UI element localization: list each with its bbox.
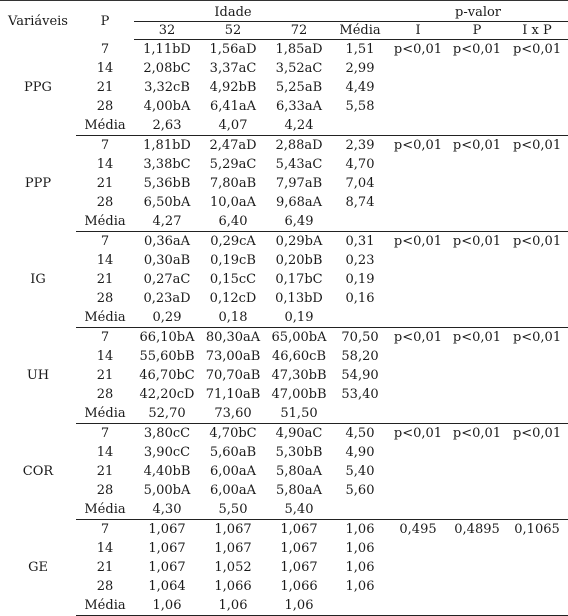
pv-i-cell	[388, 443, 448, 462]
period-cell: 28	[96, 483, 114, 498]
age-52-cell: 6,41aA	[209, 99, 257, 114]
variable-name: PPG	[24, 80, 52, 95]
pv-p-cell	[448, 539, 506, 558]
age-52-cell: 2,47aD	[209, 138, 257, 153]
pv-ixp-cell	[506, 193, 568, 212]
pv-i-cell	[388, 193, 448, 212]
pv-ixp-cell	[506, 462, 568, 481]
age-52-cell: 0,15cC	[209, 272, 257, 287]
media-age-32: 4,27	[134, 212, 200, 232]
age-52-cell: 4,70bC	[209, 426, 257, 441]
empty-cell	[388, 116, 448, 136]
pv-ixp-cell: p<0,01	[512, 138, 562, 153]
age-32-cell: 4,40bB	[143, 464, 191, 479]
age-52-cell: 71,10aB	[205, 387, 261, 402]
empty-cell	[332, 596, 388, 616]
age-32-cell: 66,10bA	[139, 330, 195, 345]
pv-p-cell	[448, 289, 506, 308]
period-cell: 28	[96, 387, 114, 402]
table-body	[0, 40, 568, 616]
media-cell: 4,70	[345, 157, 375, 172]
pv-i-cell: p<0,01	[393, 330, 443, 345]
pv-p-cell	[448, 174, 506, 193]
table-row	[0, 289, 568, 308]
pv-ixp-cell	[506, 251, 568, 270]
age-52-cell: 1,56aD	[209, 42, 257, 57]
age-52-cell: 0,29cA	[210, 234, 256, 249]
pv-p-cell	[448, 270, 506, 289]
table-row	[0, 539, 568, 558]
header-age-72: 72	[266, 22, 332, 40]
pv-p-cell: p<0,01	[452, 42, 502, 57]
header-blank	[332, 4, 388, 22]
pv-i-cell	[388, 558, 448, 577]
age-32-cell: 42,20cD	[139, 387, 195, 402]
pv-p-cell	[448, 366, 506, 385]
table-row	[0, 155, 568, 174]
pv-p-cell	[448, 193, 506, 212]
period-cell: 21	[96, 272, 114, 287]
pv-ixp-cell	[506, 385, 568, 404]
pv-p-cell	[448, 462, 506, 481]
media-age-32: 1,06	[134, 596, 200, 616]
media-cell: 5,40	[345, 464, 375, 479]
pv-i-cell	[388, 270, 448, 289]
variable-name: GE	[28, 560, 48, 575]
media-age-72: 51,50	[266, 404, 332, 424]
age-72-cell: 0,29bA	[275, 234, 323, 249]
age-72-cell: 1,067	[280, 522, 318, 537]
empty-cell	[506, 116, 568, 136]
period-cell: 14	[96, 61, 114, 76]
media-cell: 5,60	[345, 483, 375, 498]
age-52-cell: 5,29aC	[209, 157, 257, 172]
table-row	[0, 481, 568, 500]
empty-cell	[388, 596, 448, 616]
results-table	[0, 4, 568, 616]
table-row	[0, 558, 568, 577]
age-72-cell: 4,90aC	[275, 426, 323, 441]
pv-ixp-cell	[506, 347, 568, 366]
age-72-cell: 6,33aA	[275, 99, 323, 114]
media-cell: 1,06	[345, 522, 375, 537]
pv-ixp-cell	[506, 97, 568, 116]
table-row	[0, 59, 568, 78]
pv-i-cell	[388, 385, 448, 404]
age-32-cell: 5,36bB	[143, 176, 191, 191]
age-32-cell: 3,32cB	[144, 80, 190, 95]
age-32-cell: 6,50bA	[143, 195, 191, 210]
pv-p-cell	[448, 155, 506, 174]
age-32-cell: 3,38bC	[143, 157, 191, 172]
age-32-cell: 0,30aB	[143, 253, 191, 268]
pv-i-cell	[388, 289, 448, 308]
period-cell: 14	[96, 157, 114, 172]
media-age-32: 2,63	[134, 116, 200, 136]
empty-cell	[388, 404, 448, 424]
age-72-cell: 1,067	[280, 541, 318, 556]
media-cell: 0,31	[345, 234, 375, 249]
media-age-52: 6,40	[200, 212, 266, 232]
pv-p-cell	[448, 443, 506, 462]
pv-p-cell	[448, 577, 506, 596]
pv-ixp-cell	[506, 174, 568, 193]
pv-i-cell: 0,495	[399, 522, 437, 537]
empty-cell	[448, 308, 506, 328]
pv-p-cell: 0,4895	[454, 522, 500, 537]
table-row	[0, 424, 568, 444]
pv-ixp-cell: p<0,01	[512, 42, 562, 57]
media-row	[0, 404, 568, 424]
age-72-cell: 5,30bB	[275, 445, 323, 460]
age-52-cell: 3,37aC	[209, 61, 257, 76]
pv-i-cell: p<0,01	[393, 138, 443, 153]
media-cell: 4,50	[345, 426, 375, 441]
media-age-72: 1,06	[266, 596, 332, 616]
age-52-cell: 1,067	[214, 522, 252, 537]
pv-i-cell	[388, 174, 448, 193]
age-52-cell: 73,00aB	[205, 349, 261, 364]
table-row	[0, 193, 568, 212]
header-pvalor: p-valor	[455, 5, 502, 20]
age-32-cell: 4,00bA	[143, 99, 191, 114]
age-32-cell: 1,064	[148, 579, 186, 594]
table-row	[0, 174, 568, 193]
media-cell: 4,49	[345, 80, 375, 95]
period-cell: 28	[96, 579, 114, 594]
age-72-cell: 65,00bA	[271, 330, 327, 345]
header-pv-ixp: I x P	[506, 22, 568, 40]
age-32-cell: 1,11bD	[143, 42, 191, 57]
media-cell: 1,51	[345, 42, 375, 57]
age-52-cell: 0,19cB	[210, 253, 256, 268]
media-cell: 4,90	[345, 445, 375, 460]
empty-cell	[388, 308, 448, 328]
period-cell: 21	[96, 176, 114, 191]
pv-i-cell	[388, 366, 448, 385]
age-72-cell: 5,25aB	[275, 80, 323, 95]
table-row	[0, 136, 568, 156]
header-row-top	[0, 4, 568, 22]
media-age-32: 0,29	[134, 308, 200, 328]
age-32-cell: 3,80cC	[143, 426, 191, 441]
period-cell: 7	[100, 41, 110, 57]
table-row	[0, 270, 568, 289]
age-72-cell: 1,85aD	[275, 42, 323, 57]
age-32-cell: 1,81bD	[143, 138, 191, 153]
header-pv-p: P	[448, 22, 506, 40]
table-row	[0, 462, 568, 481]
age-32-cell: 55,60bB	[139, 349, 195, 364]
empty-cell	[448, 500, 506, 520]
age-32-cell: 0,27aC	[143, 272, 191, 287]
age-32-cell: 2,08bC	[143, 61, 191, 76]
period-cell: 7	[100, 426, 110, 441]
variable-name: PPP	[24, 176, 52, 191]
period-cell: 14	[96, 349, 114, 364]
table-row	[0, 251, 568, 270]
age-32-cell: 5,00bA	[143, 483, 191, 498]
age-32-cell: 1,067	[148, 560, 186, 575]
empty-cell	[506, 404, 568, 424]
age-52-cell: 70,70aB	[205, 368, 261, 383]
age-72-cell: 5,80aA	[275, 464, 323, 479]
pv-i-cell: p<0,01	[393, 42, 443, 57]
age-32-cell: 1,067	[148, 522, 186, 537]
pv-ixp-cell: 0,1065	[514, 522, 560, 537]
empty-cell	[448, 212, 506, 232]
pv-ixp-cell: p<0,01	[512, 426, 562, 441]
media-row	[0, 116, 568, 136]
age-72-cell: 1,067	[280, 560, 318, 575]
pv-p-cell	[448, 251, 506, 270]
pv-ixp-cell	[506, 59, 568, 78]
age-32-cell: 3,90cC	[143, 445, 191, 460]
media-age-72: 4,24	[266, 116, 332, 136]
empty-cell	[332, 404, 388, 424]
header-pv-i: I	[388, 22, 448, 40]
media-cell: 1,06	[345, 541, 375, 556]
pv-i-cell	[388, 251, 448, 270]
empty-cell	[332, 500, 388, 520]
media-age-32: 4,30	[134, 500, 200, 520]
pv-ixp-cell	[506, 289, 568, 308]
table-row	[0, 366, 568, 385]
pv-p-cell	[448, 558, 506, 577]
age-52-cell: 10,0aA	[209, 195, 257, 210]
media-age-52: 4,07	[200, 116, 266, 136]
media-age-52: 0,18	[200, 308, 266, 328]
media-age-52: 5,50	[200, 500, 266, 520]
empty-cell	[388, 500, 448, 520]
period-cell: 28	[96, 99, 114, 114]
period-cell: 28	[96, 291, 114, 306]
pv-i-cell: p<0,01	[393, 234, 443, 249]
age-72-cell: 47,00bB	[271, 387, 327, 402]
header-p: P	[100, 14, 110, 30]
variable-name: UH	[26, 368, 50, 383]
period-cell: 21	[96, 464, 114, 479]
empty-cell	[332, 212, 388, 232]
period-cell: 21	[96, 368, 114, 383]
pv-i-cell: p<0,01	[393, 426, 443, 441]
period-cell: 21	[96, 80, 114, 95]
header-age-52: 52	[200, 22, 266, 40]
header-age-32: 32	[134, 22, 200, 40]
age-72-cell: 0,20bB	[275, 253, 323, 268]
pv-p-cell: p<0,01	[452, 234, 502, 249]
age-72-cell: 0,13bD	[275, 291, 323, 306]
pv-p-cell	[448, 78, 506, 97]
pv-i-cell	[388, 97, 448, 116]
pv-ixp-cell	[506, 577, 568, 596]
age-52-cell: 4,92bB	[209, 80, 257, 95]
pv-ixp-cell	[506, 539, 568, 558]
period-cell: 14	[96, 253, 114, 268]
media-cell: 1,06	[345, 579, 375, 594]
media-age-72: 0,19	[266, 308, 332, 328]
age-52-cell: 6,00aA	[209, 483, 257, 498]
pv-ixp-cell: p<0,01	[512, 330, 562, 345]
age-72-cell: 47,30bB	[271, 368, 327, 383]
age-72-cell: 46,60cB	[271, 349, 327, 364]
media-cell: 70,50	[341, 330, 379, 345]
table-row	[0, 347, 568, 366]
period-cell: 7	[100, 522, 110, 537]
empty-cell	[506, 308, 568, 328]
media-row	[0, 500, 568, 520]
pv-p-cell: p<0,01	[452, 330, 502, 345]
pv-ixp-cell	[506, 443, 568, 462]
empty-cell	[448, 404, 506, 424]
pv-i-cell	[388, 78, 448, 97]
media-row-label: Média	[76, 596, 134, 616]
header-variaveis: Variáveis	[8, 14, 68, 30]
period-cell: 7	[100, 138, 110, 153]
media-cell: 58,20	[341, 349, 379, 364]
table-row	[0, 328, 568, 348]
age-72-cell: 5,80aA	[275, 483, 323, 498]
media-cell: 7,04	[345, 176, 375, 191]
pv-i-cell	[388, 462, 448, 481]
period-cell: 7	[100, 330, 110, 345]
media-cell: 53,40	[341, 387, 379, 402]
age-32-cell: 1,067	[148, 541, 186, 556]
age-52-cell: 1,066	[214, 579, 252, 594]
age-72-cell: 7,97aB	[275, 176, 323, 191]
media-cell: 1,06	[345, 560, 375, 575]
pv-i-cell	[388, 59, 448, 78]
media-row-label: Média	[76, 212, 134, 232]
media-row-label: Média	[76, 308, 134, 328]
pv-p-cell	[448, 59, 506, 78]
media-row-label: Média	[76, 500, 134, 520]
media-cell: 8,74	[345, 195, 375, 210]
pv-i-cell	[388, 347, 448, 366]
media-row	[0, 308, 568, 328]
table-row	[0, 40, 568, 60]
header-media: Média	[332, 22, 388, 40]
media-cell: 2,39	[345, 138, 375, 153]
table-row	[0, 577, 568, 596]
age-52-cell: 7,80aB	[209, 176, 257, 191]
empty-cell	[448, 116, 506, 136]
period-cell: 21	[96, 560, 114, 575]
pv-ixp-cell	[506, 78, 568, 97]
age-52-cell: 6,00aA	[209, 464, 257, 479]
age-32-cell: 46,70bC	[139, 368, 195, 383]
age-52-cell: 1,052	[214, 560, 252, 575]
age-72-cell: 2,88aD	[275, 138, 323, 153]
pv-ixp-cell	[506, 558, 568, 577]
age-72-cell: 1,066	[280, 579, 318, 594]
age-52-cell: 5,60aB	[209, 445, 257, 460]
table-row	[0, 520, 568, 540]
media-cell: 2,99	[345, 61, 375, 76]
age-52-cell: 80,30aA	[205, 330, 261, 345]
pv-p-cell: p<0,01	[452, 426, 502, 441]
pv-p-cell	[448, 385, 506, 404]
media-age-32: 52,70	[134, 404, 200, 424]
media-cell: 5,58	[345, 99, 375, 114]
pv-p-cell: p<0,01	[452, 138, 502, 153]
empty-cell	[506, 596, 568, 616]
empty-cell	[332, 308, 388, 328]
media-age-72: 6,49	[266, 212, 332, 232]
pv-i-cell	[388, 481, 448, 500]
pv-i-cell	[388, 155, 448, 174]
media-row	[0, 212, 568, 232]
media-cell: 0,23	[345, 253, 375, 268]
media-age-52: 73,60	[200, 404, 266, 424]
media-cell: 54,90	[341, 368, 379, 383]
period-cell: 28	[96, 195, 114, 210]
period-cell: 7	[100, 234, 110, 249]
age-72-cell: 9,68aA	[275, 195, 323, 210]
media-age-52: 1,06	[200, 596, 266, 616]
period-cell: 14	[96, 541, 114, 556]
table-row	[0, 385, 568, 404]
pv-i-cell	[388, 577, 448, 596]
table-row	[0, 97, 568, 116]
pv-ixp-cell	[506, 366, 568, 385]
pv-ixp-cell	[506, 481, 568, 500]
header-idade: Idade	[214, 5, 252, 20]
pv-i-cell	[388, 539, 448, 558]
age-72-cell: 3,52aC	[275, 61, 323, 76]
pv-p-cell	[448, 347, 506, 366]
media-row-label: Média	[76, 116, 134, 136]
media-row-label: Média	[76, 404, 134, 424]
period-cell: 14	[96, 445, 114, 460]
age-32-cell: 0,23aD	[143, 291, 191, 306]
pv-p-cell	[448, 481, 506, 500]
age-72-cell: 0,17bC	[275, 272, 323, 287]
media-age-72: 5,40	[266, 500, 332, 520]
age-32-cell: 0,36aA	[143, 234, 191, 249]
empty-cell	[506, 212, 568, 232]
age-52-cell: 1,067	[214, 541, 252, 556]
age-72-cell: 5,43aC	[275, 157, 323, 172]
empty-cell	[506, 500, 568, 520]
empty-cell	[332, 116, 388, 136]
media-cell: 0,16	[345, 291, 375, 306]
pv-ixp-cell	[506, 270, 568, 289]
empty-cell	[448, 596, 506, 616]
empty-cell	[388, 212, 448, 232]
table-row	[0, 443, 568, 462]
media-cell: 0,19	[345, 272, 375, 287]
pv-ixp-cell: p<0,01	[512, 234, 562, 249]
age-52-cell: 0,12cD	[209, 291, 257, 306]
variable-name: COR	[22, 464, 54, 479]
pv-p-cell	[448, 97, 506, 116]
table-row	[0, 78, 568, 97]
table-row	[0, 232, 568, 252]
pv-ixp-cell	[506, 155, 568, 174]
variable-name: IG	[30, 272, 46, 287]
media-row	[0, 596, 568, 616]
